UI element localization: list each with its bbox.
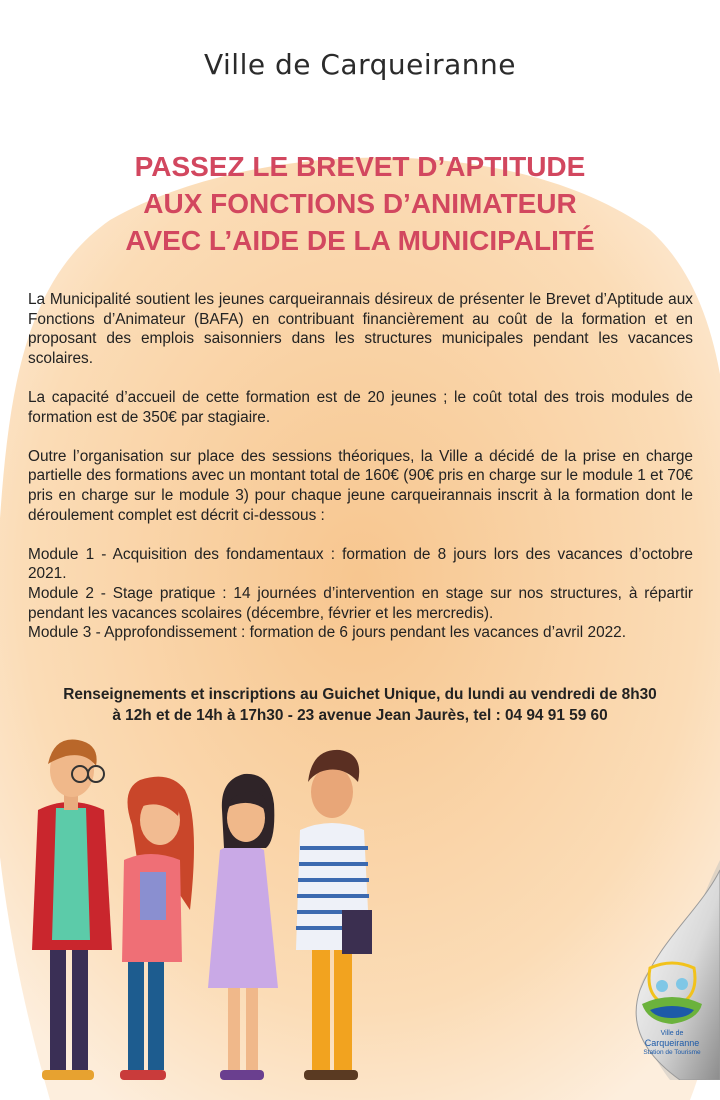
- logo-emblem-icon: [636, 960, 708, 1030]
- paragraph-intro: La Municipalité soutient les jeunes carqueirannais désireux de présenter le Brevet d’Aptitude aux Fonctions d’Animateur (BAFA) en contribuant financièrement au coût de la formation et en proposant des emplois saisonniers dans les structures municipales pendant les vacances scolaires.: [28, 291, 693, 367]
- poster-title: [40, 148, 680, 259]
- paragraph-capacity: La capacité d’accueil de cette formation est de 20 jeunes ; le coût total des trois modules de formation est de 350€ par stagiaire.: [28, 388, 693, 426]
- student-figure-1: [32, 740, 112, 1081]
- title-line-2: AUX FONCTIONS D’ANIMATEUR: [143, 188, 577, 219]
- logo-text-line-2: Carqueiranne: [644, 1038, 700, 1048]
- student-figure-2: [120, 777, 194, 1080]
- contact-line-2: à 12h et de 14h à 17h30 - 23 avenue Jean Jaurès, tel : 04 94 91 59 60: [112, 707, 608, 724]
- paragraph-funding: Outre l’organisation sur place des sessions théoriques, la Ville a décidé de la prise en charge partielle des formations avec un montant total de 160€ (90€ pris en charge sur le module 1 et 70€ pris en charge sur le module 3) pour chaque jeune carqueirannais inscrit à la formation dont le déroulement complet est décrit ci-dessous :: [28, 447, 693, 524]
- contact-info: [20, 684, 700, 726]
- contact-line-1: Renseignements et inscriptions au Guichet Unique, du lundi au vendredi de 8h30: [63, 686, 657, 703]
- student-figure-3: [208, 774, 278, 1080]
- module-list: [28, 545, 693, 643]
- module-2: Module 2 - Stage pratique : 14 journées d’intervention en stage sur nos structures, à répartir pendant les vacances scolaires (décembre, février et les mercredis).: [28, 584, 693, 622]
- student-figure-4: [296, 750, 372, 1080]
- module-3: Module 3 - Approfondissement : formation de 6 jours pendant les vacances d’avril 2022.: [28, 624, 627, 642]
- title-line-1: PASSEZ LE BREVET D’APTITUDE: [134, 151, 586, 182]
- module-1: Module 1 - Acquisition des fondamentaux : formation de 8 jours lors des vacances d’octobre 2021.: [28, 545, 693, 583]
- organization-name: Ville de Carqueiranne: [203, 48, 517, 81]
- logo-text-line-3: Station de Tourisme: [643, 1049, 701, 1056]
- students-illustration: [20, 730, 400, 1080]
- title-line-3: AVEC L’AIDE DE LA MUNICIPALITÉ: [125, 225, 595, 256]
- town-logo: [636, 960, 708, 1065]
- body-text: [28, 290, 693, 643]
- logo-text-line-1: Ville de: [660, 1030, 684, 1037]
